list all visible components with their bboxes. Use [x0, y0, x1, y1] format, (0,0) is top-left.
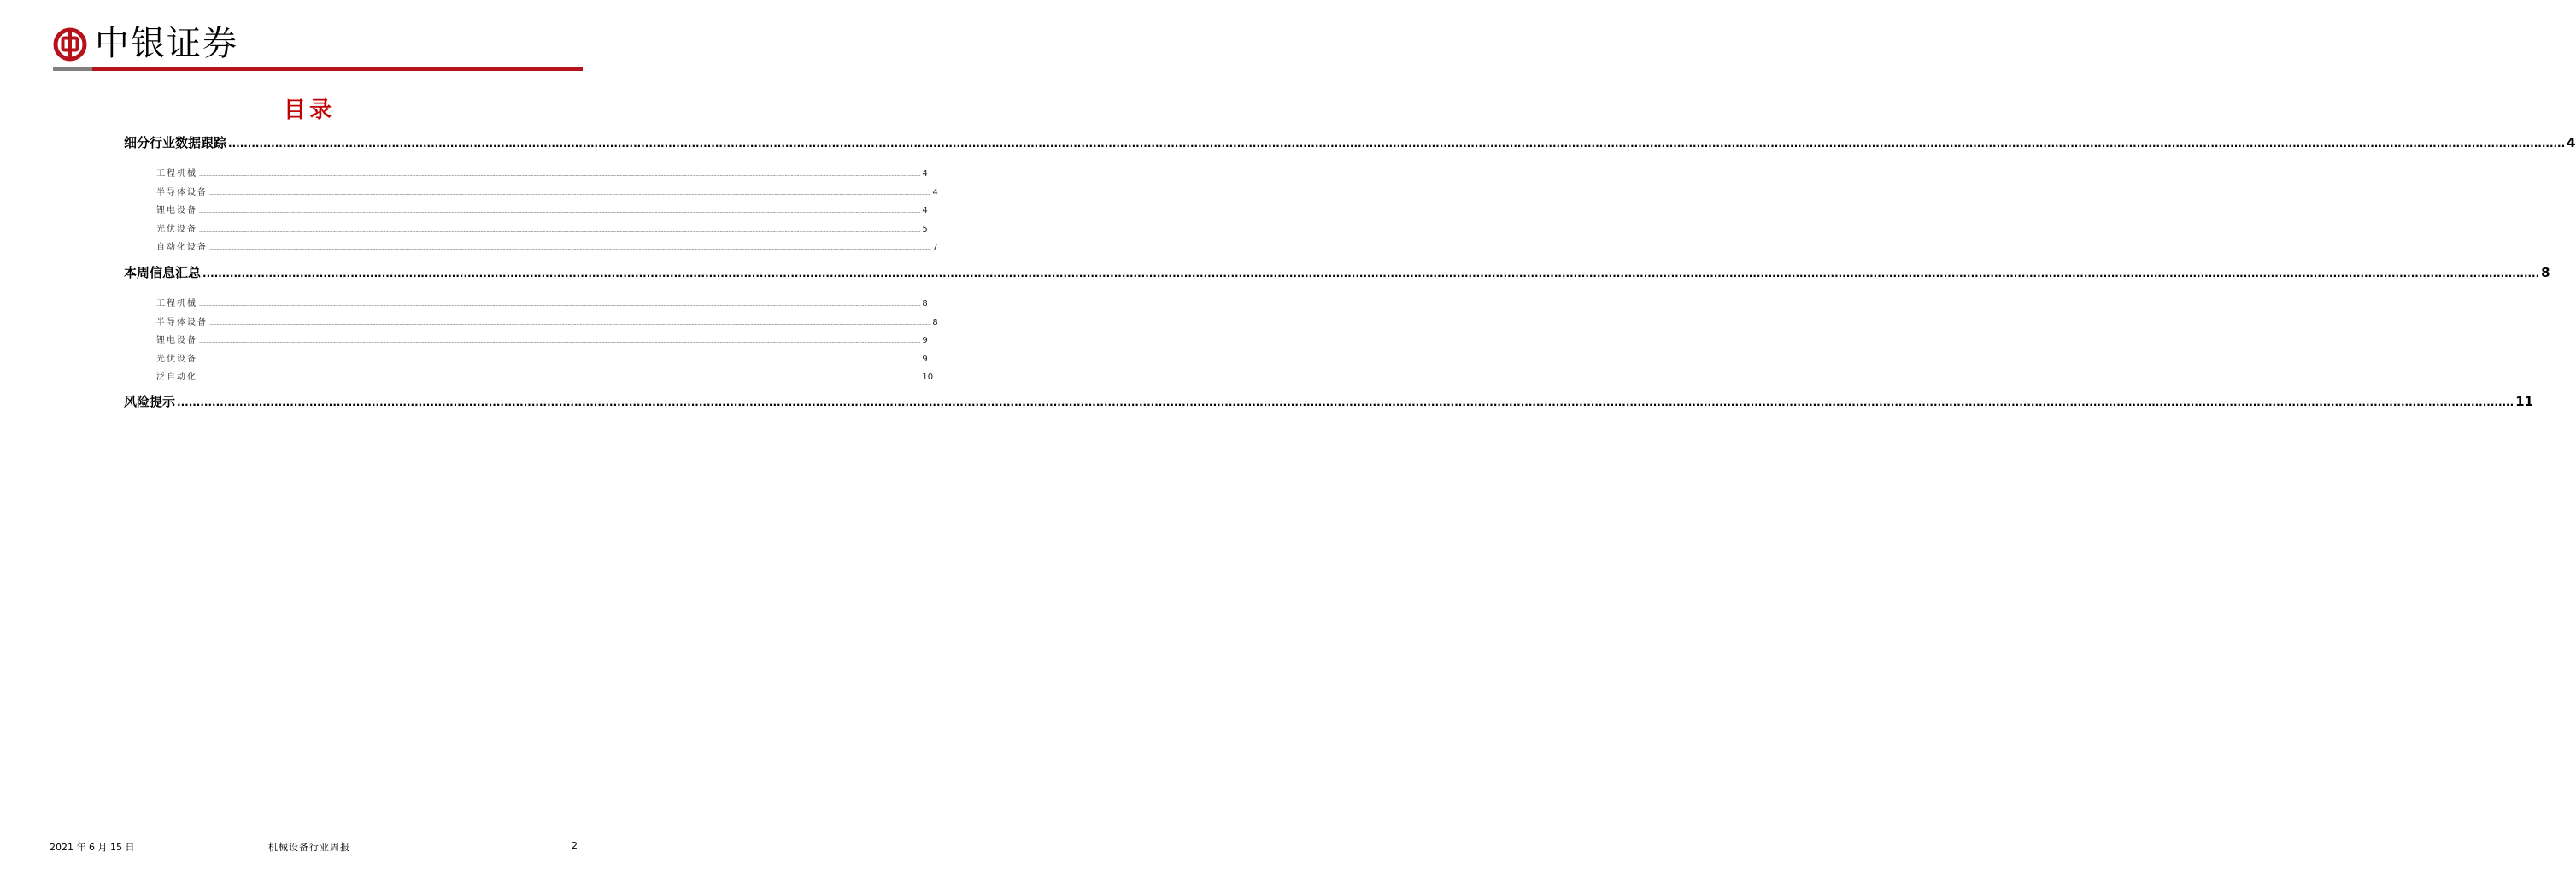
toc-item-row[interactable]	[156, 332, 928, 345]
toc-item-row[interactable]	[156, 351, 928, 364]
toc-leader-dots: ........................................................................................................................................................................................................................................................................................................................................................................................................................................................................................................................................................................................................................	[228, 138, 2566, 150]
toc-item-label: 工程机械	[156, 169, 197, 179]
page-header	[0, 0, 619, 77]
toc-leader-dots: ........................................................................................................................................................................................................................................................................................................................................................................................................................................................................................................................................................................................................................	[199, 172, 921, 178]
toc-item-row[interactable]	[156, 166, 928, 179]
toc-section-page: 11	[2515, 394, 2534, 409]
toc-leader-dots: ........................................................................................................................................................................................................................................................................................................................................................................................................................................................................................................................................................................................................................	[199, 338, 921, 344]
toc-leader-dots: ........................................................................................................................................................................................................................................................................................................................................................................................................................................................................................................................................................................................................................	[209, 190, 931, 197]
toc-item-label: 光伏设备	[156, 224, 197, 234]
toc-item-label: 光伏设备	[156, 354, 197, 364]
toc-leader-dots: ........................................................................................................................................................................................................................................................................................................................................................................................................................................................................................................................................................................................................................	[209, 320, 931, 326]
footer-page-number: 2	[572, 840, 578, 851]
toc-item-row[interactable]	[156, 203, 928, 215]
header-bar-red	[92, 67, 583, 71]
toc-leader-dots: ........................................................................................................................................................................................................................................................................................................................................................................................................................................................................................................................................................................................................................	[199, 356, 921, 363]
toc-item-page: 9	[922, 336, 928, 345]
toc-item-label: 半导体设备	[156, 317, 208, 327]
toc-leader-dots: ........................................................................................................................................................................................................................................................................................................................................................................................................................................................................................................................................................................................................................	[177, 396, 2514, 408]
header-bar-grey	[53, 67, 92, 71]
toc-item-page: 10	[922, 373, 934, 382]
toc-item-label: 自动化设备	[156, 243, 208, 252]
toc-item-label: 锂电设备	[156, 336, 197, 345]
toc-section-label: 细分行业数据跟踪	[124, 135, 227, 150]
bank-of-china-logo-icon	[53, 27, 87, 62]
toc-section-label: 风险提示	[124, 394, 176, 409]
toc-item-label: 锂电设备	[156, 206, 197, 215]
toc-item-page: 4	[922, 169, 928, 179]
toc-item-label: 泛自动化	[156, 373, 197, 382]
toc-section-page: 4	[2567, 135, 2576, 150]
toc-leader-dots: ........................................................................................................................................................................................................................................................................................................................................................................................................................................................................................................................................................................................................................	[199, 302, 921, 308]
toc-item-page: 8	[922, 299, 928, 308]
toc-item-page: 8	[932, 317, 938, 327]
toc-leader-dots: ........................................................................................................................................................................................................................................................................................................................................................................................................................................................................................................................................................................................................................	[209, 245, 931, 251]
toc-item-row[interactable]	[156, 296, 928, 308]
toc-item-page: 7	[932, 243, 938, 252]
toc-section-row[interactable]	[124, 392, 2534, 410]
toc-leader-dots: ........................................................................................................................................................................................................................................................................................................................................................................................................................................................................................................................................................................................................................	[199, 208, 921, 214]
toc-leader-dots: ........................................................................................................................................................................................................................................................................................................................................................................................................................................................................................................................................................................................................................	[202, 267, 2540, 279]
toc-item-label: 工程机械	[156, 299, 197, 308]
toc-section-row[interactable]	[124, 133, 2576, 151]
toc-item-row[interactable]	[156, 369, 934, 382]
toc-section-page: 8	[2541, 265, 2550, 280]
toc-item-label: 半导体设备	[156, 187, 208, 197]
toc-item-row[interactable]	[156, 185, 938, 197]
brand-name: 中银证券	[95, 24, 238, 63]
toc-title: 目录	[283, 97, 335, 123]
footer-report-name: 机械设备行业周报	[268, 842, 350, 853]
toc-item-row[interactable]	[156, 314, 938, 327]
toc-item-page: 4	[922, 206, 928, 215]
toc-section-label: 本周信息汇总	[124, 265, 202, 280]
toc-item-page: 4	[932, 187, 938, 197]
toc-item-page: 5	[922, 224, 928, 234]
toc-item-row[interactable]	[156, 239, 938, 252]
toc-leader-dots: ........................................................................................................................................................................................................................................................................................................................................................................................................................................................................................................................................................................................................................	[199, 375, 921, 381]
toc-section-row[interactable]	[124, 263, 2550, 281]
toc-leader-dots: ........................................................................................................................................................................................................................................................................................................................................................................................................................................................................................................................................................................................................................	[199, 226, 921, 233]
toc-item-row[interactable]	[156, 221, 928, 234]
footer-date: 2021 年 6 月 15 日	[50, 842, 135, 853]
toc-item-page: 9	[922, 354, 928, 364]
